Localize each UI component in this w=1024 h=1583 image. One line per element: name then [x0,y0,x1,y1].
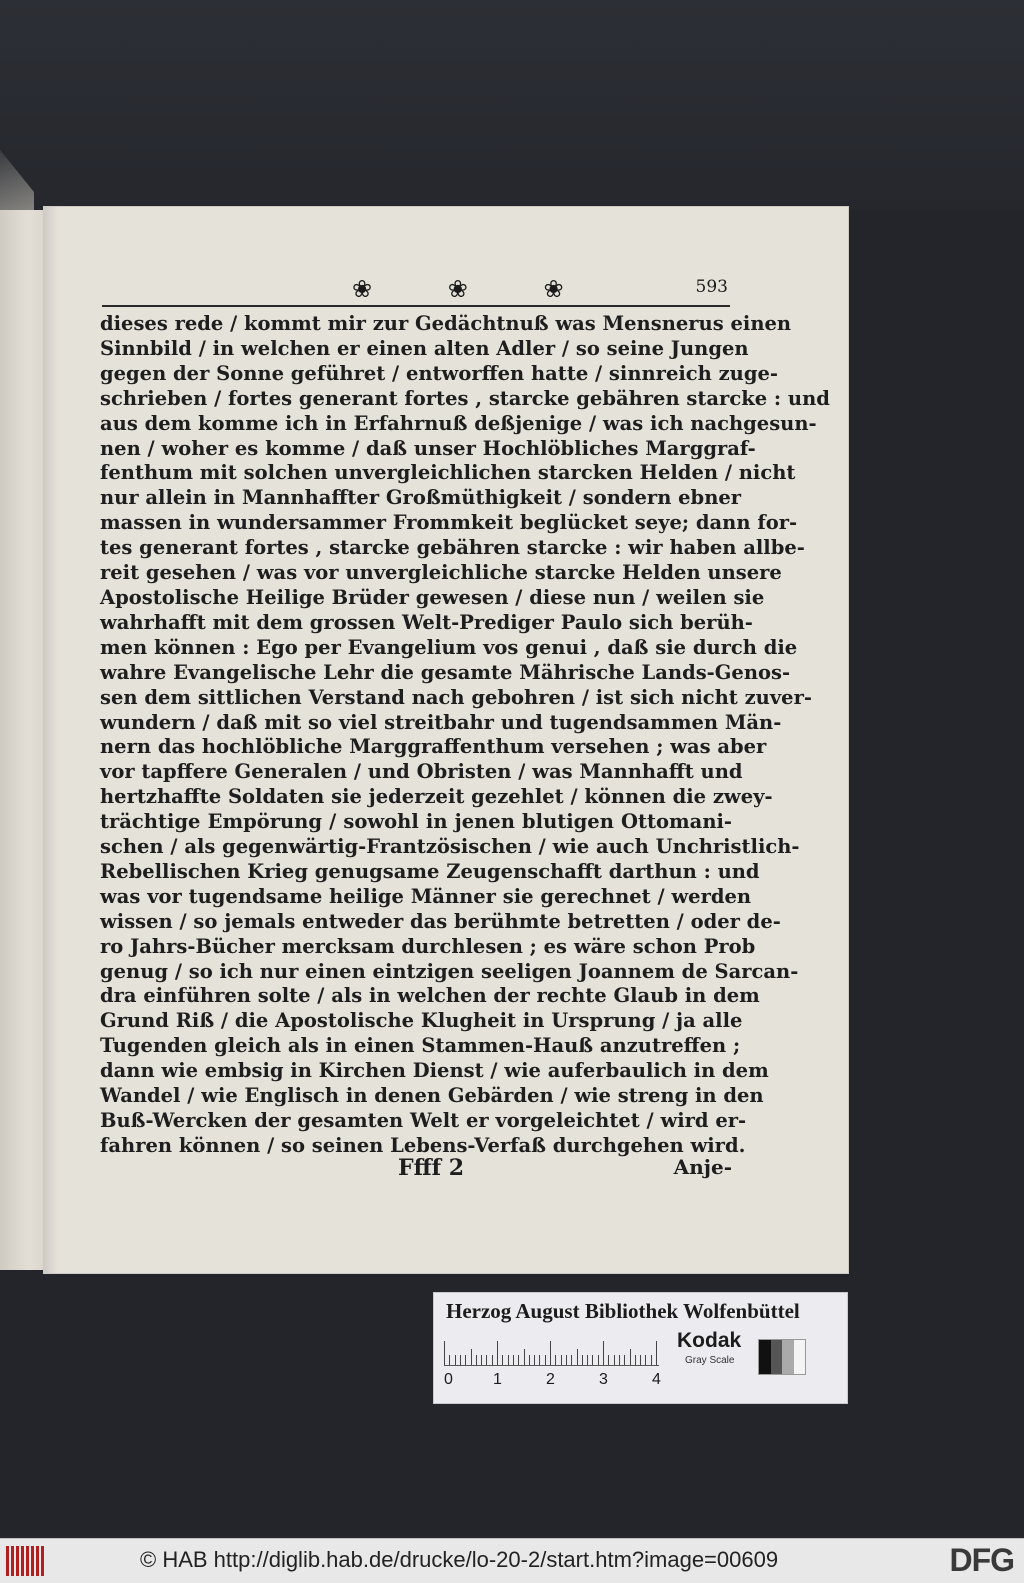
text-line: Sinnbild / in welchen er einen alten Adler / so seine Jungen [100,336,749,360]
text-line: genug / so ich nur einen eintzigen seeligen Joannem de Sarcan- [100,959,799,983]
text-line: wahrhafft mit dem grossen Welt-Prediger Paulo sich berüh- [100,610,753,634]
previous-page-edge [0,210,48,1270]
gray-scale-swatch [758,1339,806,1375]
text-line: ro Jahrs-Bücher mercksam durchlesen ; es wäre schon Prob [100,934,756,958]
measurement-ruler [444,1339,659,1395]
ruler-digit: 1 [493,1371,502,1388]
text-line: Apostolische Heilige Brüder gewesen / diese nun / weilen sie [100,585,765,609]
text-line: Rebellischen Krieg genugsame Zeugenschafft darthun : und [100,859,760,883]
text-line: fenthum mit solchen unvergleichlichen starcken Helden / nicht [100,461,796,485]
institution-name: Herzog August Bibliothek Wolfenbüttel [446,1299,800,1323]
text-line: wahre Evangelische Lehr die gesamte Mährische Lands-Genos- [100,660,791,684]
viewer-footer [0,1538,1024,1583]
text-line: Tugenden gleich als in einen Stammen-Hauß anzutreffen ; [100,1034,741,1058]
scan-background [0,0,1024,210]
text-line: men können : Ego per Evangelium vos genui , daß sie durch die [100,635,798,659]
gutter-shadow [44,207,58,1273]
text-line: fahren können / so seinen Lebens-Verfaß durchgehen wird. [100,1133,746,1157]
text-line: wundern / daß mit so viel streitbahr und tugendsammen Män- [100,710,782,734]
hab-logo-icon[interactable] [6,1546,46,1576]
library-label-card [433,1292,848,1404]
copyright-link[interactable]: © HAB http://diglib.hab.de/drucke/lo-20-2/start.htm?image=00609 [140,1547,779,1572]
text-line: dann wie embsig in Kirchen Dienst / wie auferbaulich in dem [100,1059,769,1083]
text-line: vor tapffere Generalen / und Obristen / was Mannhafft und [100,760,743,784]
catchword: Anje- [673,1155,732,1179]
text-line: reit gesehen / was vor unvergleichliche starcke Helden unsere [100,561,782,585]
ruler-digit: 3 [599,1371,608,1388]
text-line: schrieben / fortes generant fortes , starcke gebähren starcke : und [100,386,830,410]
text-line: dra einführen solte / als in welchen der rechte Glaub in dem [100,984,760,1008]
kodak-logo: Kodak [677,1329,742,1352]
text-line: tes generant fortes , starcke gebähren starcke : wir haben allbe- [100,536,805,560]
page-header [102,275,730,307]
ruler-digit: 4 [652,1371,661,1388]
page-number: 593 [695,277,728,297]
text-line: dieses rede / kommt mir zur Gedächtnuß was Mensnerus einen [100,312,792,335]
text-line: Grund Riß / die Apostolische Klugheit in Ursprung / ja alle [100,1009,743,1033]
header-rule [102,305,730,307]
signature-mark: Ffff 2 [398,1155,465,1181]
text-line: massen in wundersammer Frommkeit beglücket seye; dann for- [100,511,798,535]
text-line: Buß-Wercken der gesamten Welt er vorgeleichtet / wird er- [100,1109,747,1132]
body-text [100,312,830,1159]
text-line: aus dem komme ich in Erfahrnuß deßjenige / was ich nachgesun- [100,411,817,435]
text-line: nern das hochlöbliche Marggraffenthum versehen ; was aber [100,735,767,759]
ornament-icons: ❀ ❀ ❀ [352,275,598,303]
text-line: trächtige Empörung / sowohl in jenen blutigen Ottomani- [100,810,732,834]
dfg-logo[interactable]: DFG [949,1542,1014,1578]
ruler-ticks [444,1339,659,1366]
text-line: nur allein in Mannhaffter Großmüthigkeit / sondern ebner [100,486,742,510]
text-line: hertzhaffte Soldaten sie jederzeit gezehlet / können die zwey- [100,785,773,809]
text-line: gegen der Sonne geführet / entworffen hatte / sinnreich zuge- [100,361,778,385]
text-line: schen / als gegenwärtig-Frantzösischen / wie auch Unchristlich- [100,835,800,859]
text-line: Wandel / wie Englisch in denen Gebärden / wie streng in den [100,1084,764,1108]
kodak-subtitle: Gray Scale [685,1355,735,1366]
ruler-digit: 2 [546,1371,555,1388]
text-line: nen / woher es komme / daß unser Hochlöbliches Marggraf- [100,436,756,460]
ruler-digit: 0 [444,1371,453,1388]
text-line: sen dem sittlichen Verstand nach gebohren / ist sich nicht zuver- [100,685,812,709]
page-footer [100,1155,732,1185]
book-page [44,207,848,1273]
text-line: wissen / so jemals entweder das berühmte betretten / oder de- [100,909,781,933]
text-line: was vor tugendsame heilige Männer sie gerechnet / werden [100,884,752,908]
